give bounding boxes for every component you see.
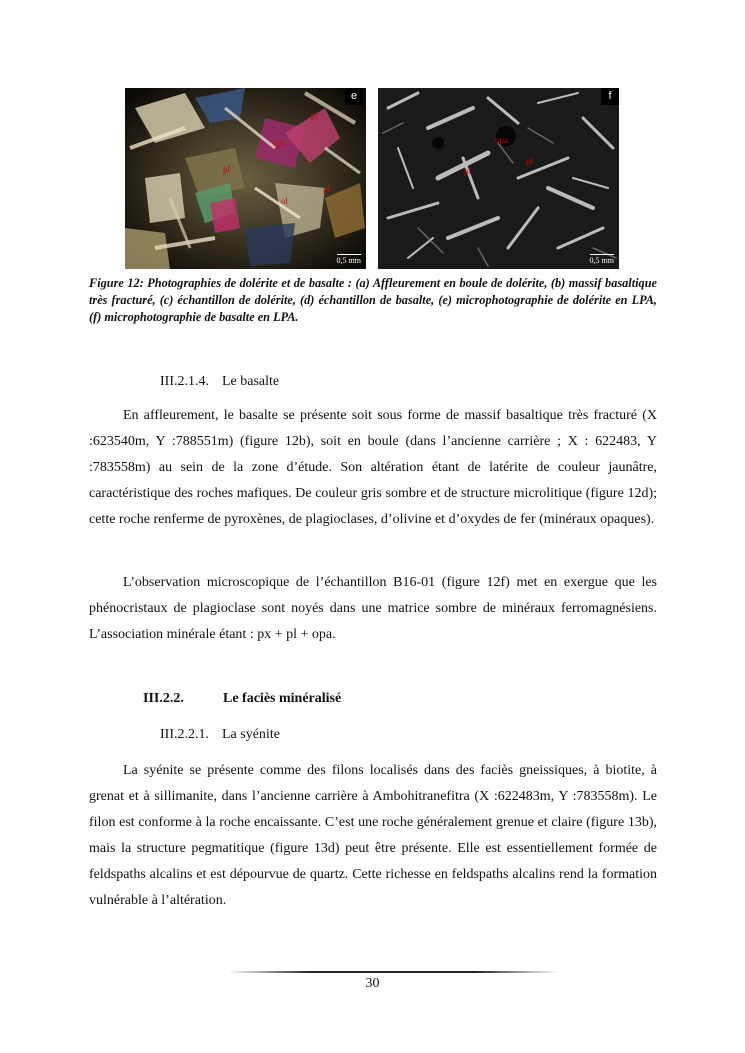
subsection-title: La syénite: [222, 727, 280, 742]
mineral-label: pl: [311, 110, 319, 120]
mineral-label: pl: [323, 184, 331, 194]
microphoto-basalte: [378, 88, 619, 269]
subsection-heading-syenite: [160, 727, 280, 743]
panel-letter-f: f: [601, 88, 619, 105]
mineral-label: cpx: [273, 138, 286, 148]
section-heading: [143, 691, 341, 707]
footer-divider: [228, 971, 558, 973]
scale-bar: 0,5 mm: [336, 256, 361, 265]
section-number: III.2.2.: [143, 691, 184, 706]
figure-caption: Figure 12: Photographies de dolérite et de basalte : (a) Affleurement en boule de dolérite, (b) massif basaltique très fracturé, (c) échantillon de dolérite, (d) échantillon de basalte, (e) microphotographie de dolérite en LPA, (f) microphotographie de basalte en LPA.: [89, 276, 657, 324]
mineral-label: pl: [464, 166, 472, 176]
microphoto-basalte-image: [378, 88, 619, 269]
subsection-title: Le basalte: [222, 374, 280, 389]
subsection-number: III.2.2.1.: [160, 727, 209, 742]
paragraph: En affleurement, le basalte se présente soit sous forme de massif basaltique très fracturé (X :623540m, Y :788551m) (figure 12b), soit en boule (dans l’ancienne carrière ; X : 622483, Y :783558m) au sein de la zone d’étude. Son altération étant de latérite de couleur jaunâtre, caractéristique des roches mafiques. De couleur gris sombre et de structure microlitique (figure 12d); cette roche renferme de pyroxènes, de plagioclases, d’olivine et d’oxydes de fer (minéraux opaques).: [89, 408, 657, 527]
paragraph: La syénite se présente comme des filons localisés dans des faciès gneissiques, à biotite, à grenat et à sillimanite, dans l’ancienne carrière à Ambohitranefitra (X :622483m, Y :783558m). Le filon est conforme à la roche encaissante. C’est une roche généralement grenue et claire (figure 13b), mais la structure pegmatitique (figure 13d) peut être présente. Elle est essentiellement formée de feldspaths alcalins et est dépourvue de quartz. Cette richesse en feldspaths alcalins rend la formation vulnérable à l’altération.: [89, 763, 657, 908]
microphoto-dolerite-image: [125, 88, 366, 269]
subsection-number: III.2.1.4.: [160, 374, 209, 389]
panel-letter-e: e: [345, 88, 363, 105]
section-title: Le faciès minéralisé: [223, 691, 342, 706]
page-number: 30: [365, 976, 380, 991]
scale-bar: 0,5 mm: [589, 256, 614, 265]
paragraph: L’observation microscopique de l’échantillon B16-01 (figure 12f) met en exergue que les phénocristaux de plagioclase sont noyés dans une matrice sombre de minéraux ferromagnésiens. L’association minérale étant : px + pl + opa.: [89, 575, 657, 642]
mineral-label: ol: [281, 196, 289, 206]
mineral-label: opa: [495, 135, 508, 145]
mineral-label: pl: [223, 164, 231, 174]
mineral-label: pl: [526, 156, 534, 166]
subsection-heading-basalte: [160, 374, 279, 390]
microphoto-dolerite: [125, 88, 366, 269]
